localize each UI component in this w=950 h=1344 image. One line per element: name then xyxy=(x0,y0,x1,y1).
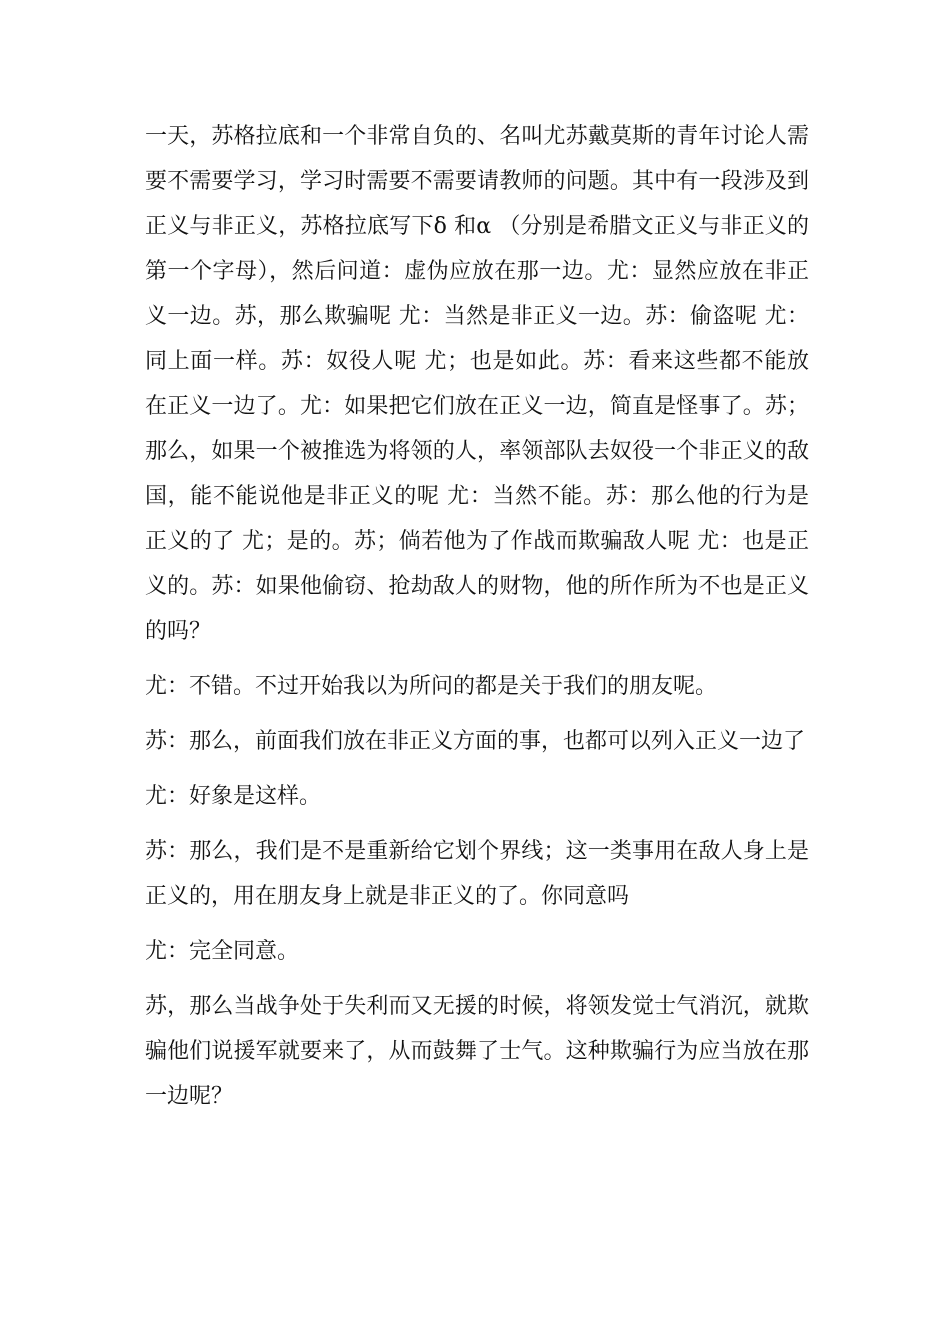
paragraph-7: 苏，那么当战争处于失利而又无援的时候，将领发觉士气消沉，就欺骗他们说援军就要来了，从而鼓舞了士气。这种欺骗行为应当放在那一边呢？ xyxy=(145,994,809,1109)
document-body xyxy=(145,114,809,1129)
paragraph-4: 尤：好象是这样。 xyxy=(145,784,322,809)
paragraph-1: 一天，苏格拉底和一个非常自负的、名叫尤苏戴莫斯的青年讨论人需要不需要学习，学习时需要不需要请教师的问题。其中有一段涉及到正义与非正义，苏格拉底写下δ 和α （分别是希腊文正义与非正义的第一个字母），然后问道：虚伪应放在那一边。尤：显然应放在非正义一边。苏，那么欺骗呢 尤：当然是非正义一边。苏：偷盗呢 尤：同上面一样。苏：奴役人呢 尤；也是如此。苏：看来这些都不能放在正义一边了。尤：如果把它们放在正义一边，简直是怪事了。苏；那么，如果一个被推选为将领的人，率领部队去奴役一个非正义的敌国，能不能说他是非正义的呢 尤：当然不能。苏：那么他的行为是正义的了 尤；是的。苏；倘若他为了作战而欺骗敌人呢 尤：也是正义的。苏：如果他偷窃、抢劫敌人的财物，他的所作所为不也是正义的吗？ xyxy=(145,124,809,644)
paragraph-3: 苏：那么，前面我们放在非正义方面的事，也都可以列入正义一边了 xyxy=(145,729,806,754)
paragraph-2: 尤：不错。不过开始我以为所问的都是关于我们的朋友呢。 xyxy=(145,674,718,699)
paragraph-6: 尤：完全同意。 xyxy=(145,939,300,964)
paragraph-5: 苏：那么，我们是不是重新给它划个界线；这一类事用在敌人身上是正义的，用在朋友身上就是非正义的了。你同意吗 xyxy=(145,839,809,909)
